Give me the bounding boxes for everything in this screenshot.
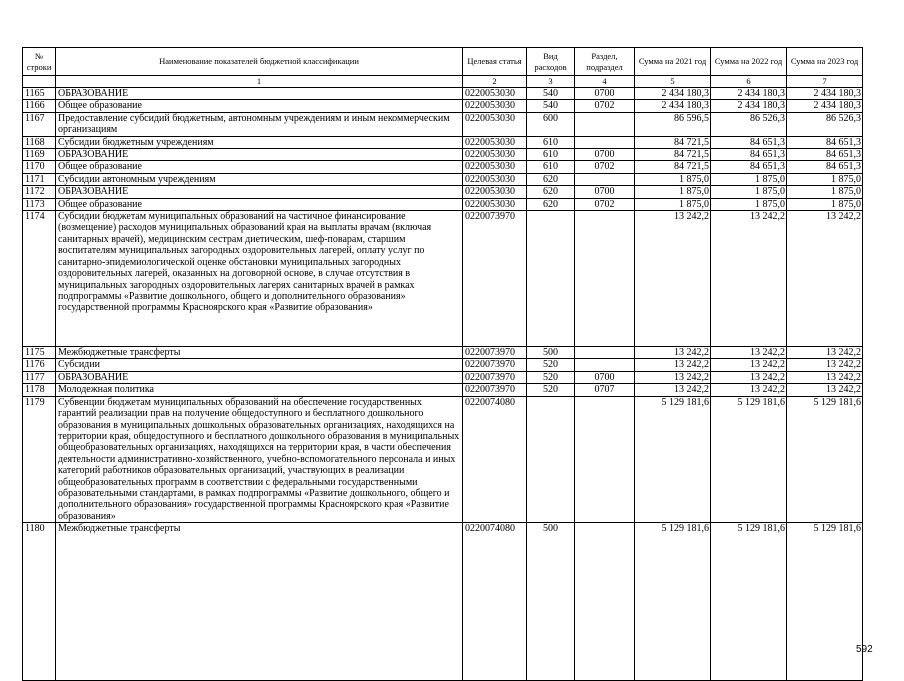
table-row <box>23 186 863 198</box>
expense-type-cell: 520 <box>527 359 575 371</box>
sum-2023-cell: 13 242,2 <box>787 384 863 396</box>
target-article-cell: 0220053030 <box>463 149 527 161</box>
sum-2023-cell: 13 242,2 <box>787 211 863 347</box>
sum-2022-cell: 1 875,0 <box>711 173 787 185</box>
section-cell: 0707 <box>575 384 635 396</box>
target-article-cell: 0220053030 <box>463 161 527 173</box>
section-cell <box>575 173 635 185</box>
sum-2021-cell: 13 242,2 <box>635 384 711 396</box>
column-number-row <box>23 76 863 88</box>
section-cell <box>575 211 635 347</box>
table-row <box>23 100 863 112</box>
sum-2021-cell: 2 434 180,3 <box>635 88 711 100</box>
table-row <box>23 88 863 100</box>
row-number-cell: 1175 <box>23 347 56 359</box>
sum-2021-cell: 1 875,0 <box>635 198 711 210</box>
table-body <box>23 88 863 681</box>
expense-type-cell: 620 <box>527 198 575 210</box>
budget-table <box>22 47 863 681</box>
column-number: 4 <box>575 76 635 88</box>
sum-2022-cell: 13 242,2 <box>711 359 787 371</box>
header-row-number: № строки <box>23 48 56 76</box>
column-number: 2 <box>463 76 527 88</box>
section-cell: 0702 <box>575 161 635 173</box>
table-row <box>23 149 863 161</box>
sum-2021-cell: 84 721,5 <box>635 161 711 173</box>
expense-type-cell <box>527 396 575 522</box>
indicator-name-cell: Субсидии бюджетам муниципальных образований на частичное финансирование (возмещение) расходов муниципальных образований края на выплаты врачам (включая санитарных врачей), медицинским сестрам диетическим, шеф-поварам, старшим воспитателям муниципальных загородных оздоровительных лагерей, оплату услуг по санитарно-эпидемиологической оценке обстановки муниципальных загородных оздоровительных лагерей, оказанных на договорной основе, в случае отсутствия в муниципальных загородных оздоровительных лагерях санитарных врачей в рамках подпрограммы «Развитие дошкольного, общего и дополнительного образования» государственной программы Красноярского края «Развитие образования» <box>56 211 463 347</box>
table-row <box>23 161 863 173</box>
expense-type-cell: 540 <box>527 88 575 100</box>
indicator-name-cell: Субвенции бюджетам муниципальных образований на обеспечение государственных гарантий реализации прав на получение общедоступного и бесплатного дошкольного образования в муниципальных дошкольных образовательных организациях, находящихся на территории края, общедоступного и бесплатного дошкольного образования в муниципальных общеобразовательных организациях, находящихся на территории края, в части обеспечения деятельности административно-хозяйственного, учебно-вспомогательного персонала и иных категорий работников образовательных организаций, участвующих в реализации общеобразовательных программ в соответствии с федеральными государственными образовательными стандартами, в рамках подпрограммы «Развитие дошкольного, общего и дополнительного образования» государственной программы Красноярского края «Развитие образования» <box>56 396 463 522</box>
sum-2023-cell: 86 526,3 <box>787 112 863 136</box>
sum-2023-cell: 5 129 181,6 <box>787 523 863 681</box>
expense-type-cell: 520 <box>527 384 575 396</box>
table-row <box>23 359 863 371</box>
indicator-name-cell: Межбюджетные трансферты <box>56 347 463 359</box>
sum-2023-cell: 5 129 181,6 <box>787 396 863 522</box>
expense-type-cell: 540 <box>527 100 575 112</box>
indicator-name-cell: Общее образование <box>56 100 463 112</box>
target-article-cell: 0220053030 <box>463 100 527 112</box>
table-row <box>23 347 863 359</box>
indicator-name-cell: Общее образование <box>56 161 463 173</box>
sum-2022-cell: 13 242,2 <box>711 211 787 347</box>
target-article-cell: 0220074080 <box>463 396 527 522</box>
target-article-cell: 0220053030 <box>463 88 527 100</box>
sum-2021-cell: 13 242,2 <box>635 359 711 371</box>
table-row <box>23 371 863 383</box>
row-number-cell: 1165 <box>23 88 56 100</box>
section-cell <box>575 136 635 148</box>
row-number-cell: 1167 <box>23 112 56 136</box>
expense-type-cell: 610 <box>527 149 575 161</box>
sum-2021-cell: 1 875,0 <box>635 173 711 185</box>
sum-2022-cell: 13 242,2 <box>711 347 787 359</box>
indicator-name-cell: Субсидии автономным учреждениям <box>56 173 463 185</box>
section-cell <box>575 396 635 522</box>
target-article-cell: 0220073970 <box>463 359 527 371</box>
header-sum-2023: Сумма на 2023 год <box>787 48 863 76</box>
indicator-name-cell: Субсидии <box>56 359 463 371</box>
row-number-cell: 1169 <box>23 149 56 161</box>
sum-2023-cell: 13 242,2 <box>787 347 863 359</box>
expense-type-cell <box>527 211 575 347</box>
row-number-cell: 1173 <box>23 198 56 210</box>
sum-2022-cell: 2 434 180,3 <box>711 88 787 100</box>
header-sum-2022: Сумма на 2022 год <box>711 48 787 76</box>
page-number: 592 <box>856 644 873 655</box>
budget-table-page <box>22 47 873 681</box>
column-number: 7 <box>787 76 863 88</box>
indicator-name-cell: ОБРАЗОВАНИЕ <box>56 149 463 161</box>
sum-2021-cell: 84 721,5 <box>635 149 711 161</box>
sum-2022-cell: 13 242,2 <box>711 384 787 396</box>
row-number-cell: 1178 <box>23 384 56 396</box>
section-cell <box>575 347 635 359</box>
indicator-name-cell: ОБРАЗОВАНИЕ <box>56 88 463 100</box>
sum-2023-cell: 1 875,0 <box>787 198 863 210</box>
sum-2021-cell: 13 242,2 <box>635 347 711 359</box>
sum-2022-cell: 1 875,0 <box>711 186 787 198</box>
sum-2023-cell: 1 875,0 <box>787 173 863 185</box>
sum-2022-cell: 13 242,2 <box>711 371 787 383</box>
header-indicator-name: Наименование показателей бюджетной классификации <box>56 48 463 76</box>
section-cell <box>575 359 635 371</box>
row-number-cell: 1172 <box>23 186 56 198</box>
sum-2021-cell: 13 242,2 <box>635 371 711 383</box>
section-cell: 0700 <box>575 88 635 100</box>
expense-type-cell: 610 <box>527 136 575 148</box>
section-cell: 0702 <box>575 198 635 210</box>
sum-2022-cell: 86 526,3 <box>711 112 787 136</box>
column-number: 5 <box>635 76 711 88</box>
target-article-cell: 0220053030 <box>463 198 527 210</box>
row-number-cell: 1168 <box>23 136 56 148</box>
sum-2022-cell: 5 129 181,6 <box>711 523 787 681</box>
sum-2023-cell: 84 651,3 <box>787 149 863 161</box>
sum-2023-cell: 84 651,3 <box>787 161 863 173</box>
sum-2021-cell: 5 129 181,6 <box>635 523 711 681</box>
indicator-name-cell: Предоставление субсидий бюджетным, автономным учреждениям и иным некоммерческим организациям <box>56 112 463 136</box>
target-article-cell: 0220053030 <box>463 136 527 148</box>
sum-2022-cell: 84 651,3 <box>711 149 787 161</box>
sum-2022-cell: 1 875,0 <box>711 198 787 210</box>
column-number: 6 <box>711 76 787 88</box>
section-cell: 0700 <box>575 371 635 383</box>
header-expense-type: Вид расходов <box>527 48 575 76</box>
sum-2023-cell: 2 434 180,3 <box>787 88 863 100</box>
sum-2022-cell: 2 434 180,3 <box>711 100 787 112</box>
column-number <box>23 76 56 88</box>
sum-2023-cell: 84 651,3 <box>787 136 863 148</box>
table-row <box>23 136 863 148</box>
table-row <box>23 198 863 210</box>
header-sum-2021: Сумма на 2021 год <box>635 48 711 76</box>
row-number-cell: 1174 <box>23 211 56 347</box>
table-header-row <box>23 48 863 76</box>
row-number-cell: 1180 <box>23 523 56 681</box>
sum-2023-cell: 13 242,2 <box>787 359 863 371</box>
table-row <box>23 384 863 396</box>
sum-2021-cell: 13 242,2 <box>635 211 711 347</box>
row-number-cell: 1179 <box>23 396 56 522</box>
target-article-cell: 0220074080 <box>463 523 527 681</box>
section-cell: 0700 <box>575 186 635 198</box>
sum-2021-cell: 5 129 181,6 <box>635 396 711 522</box>
expense-type-cell: 600 <box>527 112 575 136</box>
sum-2021-cell: 2 434 180,3 <box>635 100 711 112</box>
header-section: Раздел, подраздел <box>575 48 635 76</box>
sum-2022-cell: 84 651,3 <box>711 161 787 173</box>
expense-type-cell: 500 <box>527 523 575 681</box>
sum-2021-cell: 86 596,5 <box>635 112 711 136</box>
indicator-name-cell: ОБРАЗОВАНИЕ <box>56 371 463 383</box>
sum-2022-cell: 84 651,3 <box>711 136 787 148</box>
table-row <box>23 396 863 522</box>
target-article-cell: 0220073970 <box>463 347 527 359</box>
row-number-cell: 1170 <box>23 161 56 173</box>
row-number-cell: 1177 <box>23 371 56 383</box>
expense-type-cell: 500 <box>527 347 575 359</box>
target-article-cell: 0220073970 <box>463 211 527 347</box>
target-article-cell: 0220073970 <box>463 384 527 396</box>
sum-2023-cell: 2 434 180,3 <box>787 100 863 112</box>
table-row <box>23 211 863 347</box>
column-number: 3 <box>527 76 575 88</box>
section-cell <box>575 112 635 136</box>
target-article-cell: 0220053030 <box>463 173 527 185</box>
row-number-cell: 1166 <box>23 100 56 112</box>
section-cell <box>575 523 635 681</box>
target-article-cell: 0220053030 <box>463 186 527 198</box>
indicator-name-cell: ОБРАЗОВАНИЕ <box>56 186 463 198</box>
table-row <box>23 523 863 681</box>
section-cell: 0702 <box>575 100 635 112</box>
sum-2021-cell: 1 875,0 <box>635 186 711 198</box>
expense-type-cell: 520 <box>527 371 575 383</box>
target-article-cell: 0220073970 <box>463 371 527 383</box>
expense-type-cell: 610 <box>527 161 575 173</box>
column-number: 1 <box>56 76 463 88</box>
indicator-name-cell: Межбюджетные трансферты <box>56 523 463 681</box>
sum-2022-cell: 5 129 181,6 <box>711 396 787 522</box>
indicator-name-cell: Молодежная политика <box>56 384 463 396</box>
expense-type-cell: 620 <box>527 173 575 185</box>
indicator-name-cell: Общее образование <box>56 198 463 210</box>
target-article-cell: 0220053030 <box>463 112 527 136</box>
row-number-cell: 1171 <box>23 173 56 185</box>
section-cell: 0700 <box>575 149 635 161</box>
table-row <box>23 112 863 136</box>
table-row <box>23 173 863 185</box>
sum-2023-cell: 13 242,2 <box>787 371 863 383</box>
indicator-name-cell: Субсидии бюджетным учреждениям <box>56 136 463 148</box>
header-target-article: Целевая статья <box>463 48 527 76</box>
sum-2023-cell: 1 875,0 <box>787 186 863 198</box>
row-number-cell: 1176 <box>23 359 56 371</box>
expense-type-cell: 620 <box>527 186 575 198</box>
sum-2021-cell: 84 721,5 <box>635 136 711 148</box>
